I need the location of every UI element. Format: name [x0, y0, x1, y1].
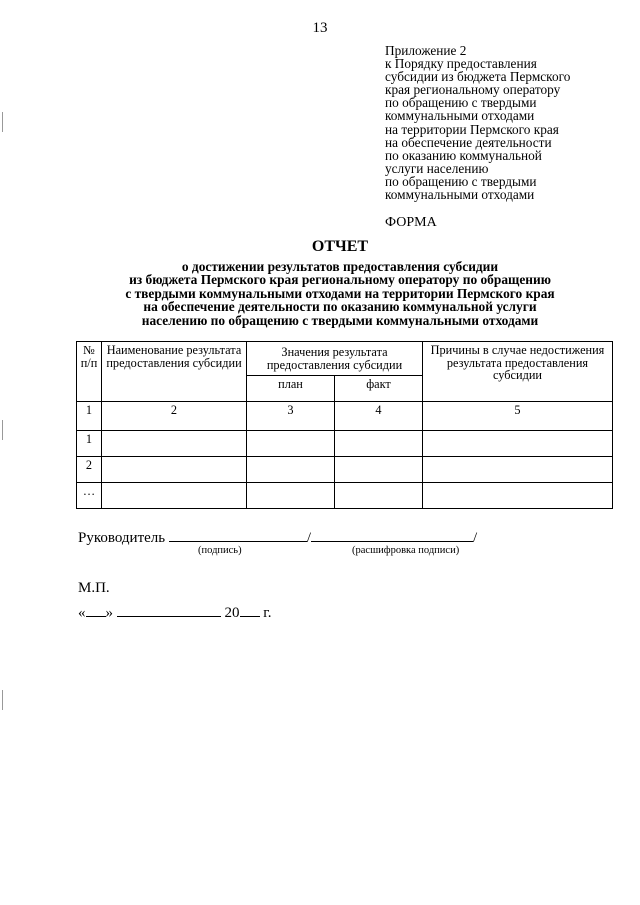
signature-caption: (подпись): [198, 545, 242, 556]
date-day-field[interactable]: [86, 602, 106, 617]
cell-fact[interactable]: [335, 457, 423, 483]
appendix-line: Приложение 2: [385, 43, 467, 58]
cell-plan[interactable]: [247, 483, 335, 509]
subtitle-line: с твердыми коммунальными отходами на территории Пермского края: [125, 285, 555, 301]
column-numbers-row: [77, 402, 613, 431]
header-fact: факт: [335, 376, 423, 402]
row-number: 1: [77, 431, 102, 457]
report-table: [76, 341, 613, 509]
header-result-name: Наименование результата предоставления субсидии: [102, 342, 247, 402]
signature-field[interactable]: [169, 527, 307, 542]
signature-slash: /: [473, 530, 478, 546]
table-row: [77, 431, 613, 457]
report-subtitle: [60, 260, 620, 327]
report-title: ОТЧЕТ: [311, 238, 369, 255]
seal-label: М.П.: [78, 580, 110, 596]
signature-decoding-field[interactable]: [311, 527, 473, 542]
cell-reasons[interactable]: [423, 457, 613, 483]
column-number: 5: [423, 402, 613, 431]
cell-result-name[interactable]: [102, 457, 247, 483]
appendix-line: к Порядку предоставления: [385, 56, 537, 72]
appendix-block: [385, 44, 570, 201]
appendix-line: субсидии из бюджета Пермского: [385, 69, 571, 85]
cell-reasons[interactable]: [423, 431, 613, 457]
column-number: 4: [335, 402, 423, 431]
form-label: ФОРМА: [385, 215, 437, 230]
decoding-caption: (расшифровка подписи): [352, 545, 460, 556]
row-number: 2: [77, 457, 102, 483]
header-reasons: Причины в случае недостижения результата предоставления субсидии: [423, 342, 613, 402]
appendix-line: на обеспечение деятельности: [385, 134, 552, 150]
margin-mark: [2, 420, 3, 440]
date-year-suffix: г.: [263, 605, 272, 621]
subtitle-line: населению по обращению с твердыми коммунальными отходами: [141, 312, 539, 328]
appendix-line: края региональному оператору: [385, 82, 561, 98]
margin-mark: [2, 112, 3, 132]
margin-mark: [2, 690, 3, 710]
signature-line: [78, 527, 477, 547]
column-number: 3: [247, 402, 335, 431]
cell-fact[interactable]: [335, 431, 423, 457]
signature-slash: /: [306, 530, 312, 546]
date-open-quote: «: [78, 605, 86, 621]
subtitle-line: из бюджета Пермского края региональному оператору по обращению: [129, 272, 551, 288]
table-row: [77, 483, 613, 509]
column-number: 1: [77, 402, 102, 431]
subtitle-line: о достижении результатов предоставления субсидии: [181, 259, 499, 274]
subtitle-line: на обеспечение деятельности по оказанию коммунальной услуги: [143, 299, 537, 315]
cell-plan[interactable]: [247, 431, 335, 457]
appendix-line: на территории Пермского края: [385, 121, 559, 137]
date-month-field[interactable]: [117, 602, 221, 617]
date-year-prefix: 20: [224, 605, 240, 621]
cell-fact[interactable]: [335, 483, 423, 509]
date-year-field[interactable]: [240, 602, 260, 617]
cell-result-name[interactable]: [102, 431, 247, 457]
column-number: 2: [102, 402, 247, 431]
header-plan: план: [247, 376, 335, 402]
row-number: …: [77, 483, 102, 509]
page-number: 13: [312, 20, 328, 36]
cell-result-name[interactable]: [102, 483, 247, 509]
appendix-line: по оказанию коммунальной: [385, 147, 542, 163]
cell-reasons[interactable]: [423, 483, 613, 509]
date-close-quote: »: [105, 605, 113, 621]
appendix-line: по обращению с твердыми: [385, 95, 537, 111]
header-num: № п/п: [77, 342, 102, 402]
date-line: [78, 602, 271, 622]
appendix-line: по обращению с твердыми: [385, 173, 537, 189]
header-result-values: Значения результата предоставления субсидии: [247, 342, 423, 376]
table-row: [77, 457, 613, 483]
appendix-line: коммунальными отходами: [385, 187, 535, 203]
cell-plan[interactable]: [247, 457, 335, 483]
signature-label: Руководитель: [78, 530, 166, 546]
appendix-line: коммунальными отходами: [385, 108, 535, 124]
appendix-line: услуги населению: [385, 160, 489, 176]
